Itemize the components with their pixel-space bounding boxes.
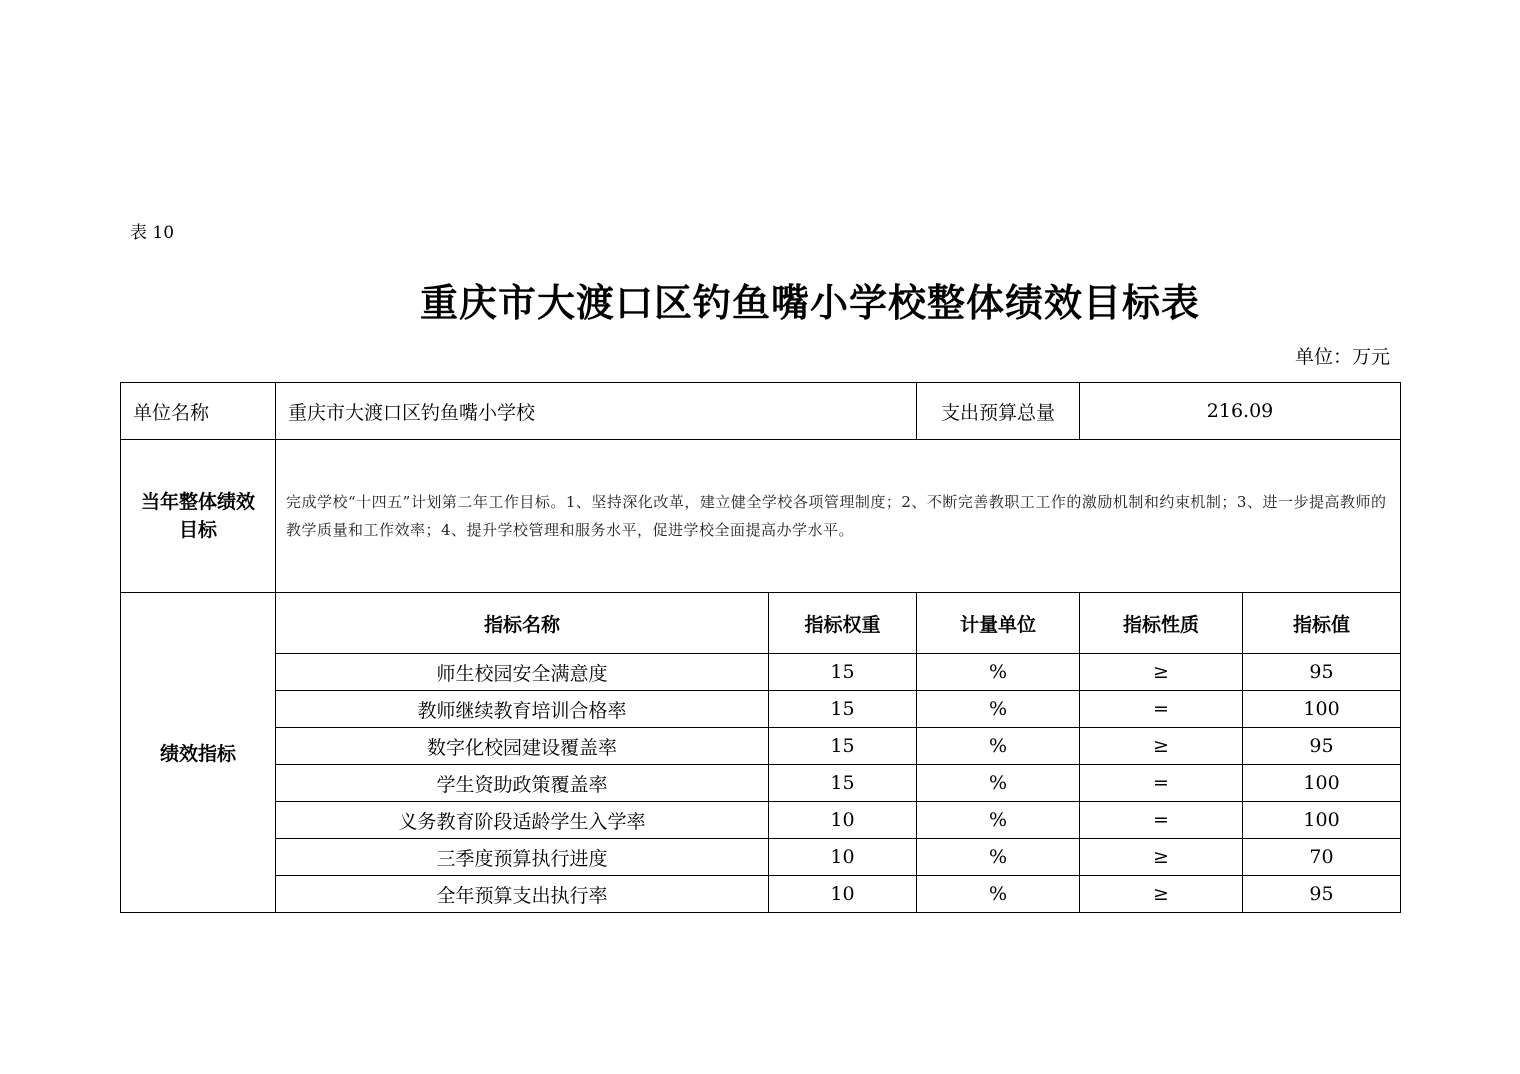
indicators-section-label: 绩效指标 xyxy=(121,593,276,913)
unit-name-label: 单位名称 xyxy=(121,383,276,440)
indicator-unit: % xyxy=(917,839,1080,876)
column-header: 指标名称 xyxy=(276,593,769,654)
indicator-name: 义务教育阶段适龄学生入学率 xyxy=(276,802,769,839)
indicator-name: 师生校园安全满意度 xyxy=(276,654,769,691)
indicator-unit: % xyxy=(917,654,1080,691)
indicator-name: 三季度预算执行进度 xyxy=(276,839,769,876)
indicator-weight: 10 xyxy=(769,839,917,876)
goal-text: 完成学校“十四五”计划第二年工作目标。1、坚持深化改革，建立健全学校各项管理制度；2、不断完善教职工工作的激励机制和约束机制；3、进一步提高教师的教学质量和工作效率；4、提升学校管理和服务水平，促进学校全面提高办学水平。 xyxy=(276,440,1401,593)
indicator-value: 95 xyxy=(1243,728,1401,765)
table-row xyxy=(121,654,1401,691)
indicator-weight: 15 xyxy=(769,691,917,728)
indicator-weight: 10 xyxy=(769,802,917,839)
indicator-header-row xyxy=(121,593,1401,654)
indicator-weight: 15 xyxy=(769,654,917,691)
indicator-unit: % xyxy=(917,802,1080,839)
page-title: 重庆市大渡口区钓鱼嘴小学校整体绩效目标表 xyxy=(419,280,1200,325)
indicator-nature: ≥ xyxy=(1080,654,1243,691)
unit-label: 单位：万元 xyxy=(1294,346,1390,368)
indicator-nature: ≥ xyxy=(1080,876,1243,913)
indicator-name: 教师继续教育培训合格率 xyxy=(276,691,769,728)
indicator-value: 95 xyxy=(1243,654,1401,691)
column-header: 计量单位 xyxy=(917,593,1080,654)
indicator-unit: % xyxy=(917,876,1080,913)
header-row xyxy=(121,383,1401,440)
performance-table xyxy=(120,382,1401,913)
indicator-name: 数字化校园建设覆盖率 xyxy=(276,728,769,765)
indicator-nature: = xyxy=(1080,802,1243,839)
budget-value: 216.09 xyxy=(1080,383,1401,440)
indicator-nature: = xyxy=(1080,691,1243,728)
column-header: 指标值 xyxy=(1243,593,1401,654)
indicator-unit: % xyxy=(917,691,1080,728)
indicator-name: 全年预算支出执行率 xyxy=(276,876,769,913)
table-row xyxy=(121,728,1401,765)
goal-row xyxy=(121,440,1401,593)
indicator-value: 100 xyxy=(1243,765,1401,802)
indicator-name: 学生资助政策覆盖率 xyxy=(276,765,769,802)
indicator-unit: % xyxy=(917,728,1080,765)
column-header: 指标权重 xyxy=(769,593,917,654)
indicator-value: 100 xyxy=(1243,802,1401,839)
goal-label: 当年整体绩效 目标 xyxy=(121,440,276,593)
table-row xyxy=(121,839,1401,876)
indicator-unit: % xyxy=(917,765,1080,802)
table-row xyxy=(121,691,1401,728)
unit-name-value: 重庆市大渡口区钓鱼嘴小学校 xyxy=(276,383,917,440)
indicator-nature: ≥ xyxy=(1080,728,1243,765)
indicator-weight: 15 xyxy=(769,728,917,765)
indicator-nature: = xyxy=(1080,765,1243,802)
indicator-value: 100 xyxy=(1243,691,1401,728)
table-row xyxy=(121,765,1401,802)
indicator-value: 70 xyxy=(1243,839,1401,876)
column-header: 指标性质 xyxy=(1080,593,1243,654)
indicator-value: 95 xyxy=(1243,876,1401,913)
indicator-weight: 15 xyxy=(769,765,917,802)
table-number: 表 10 xyxy=(130,223,175,243)
budget-label: 支出预算总量 xyxy=(917,383,1080,440)
indicator-nature: ≥ xyxy=(1080,839,1243,876)
table-row xyxy=(121,876,1401,913)
table-row xyxy=(121,802,1401,839)
indicator-weight: 10 xyxy=(769,876,917,913)
